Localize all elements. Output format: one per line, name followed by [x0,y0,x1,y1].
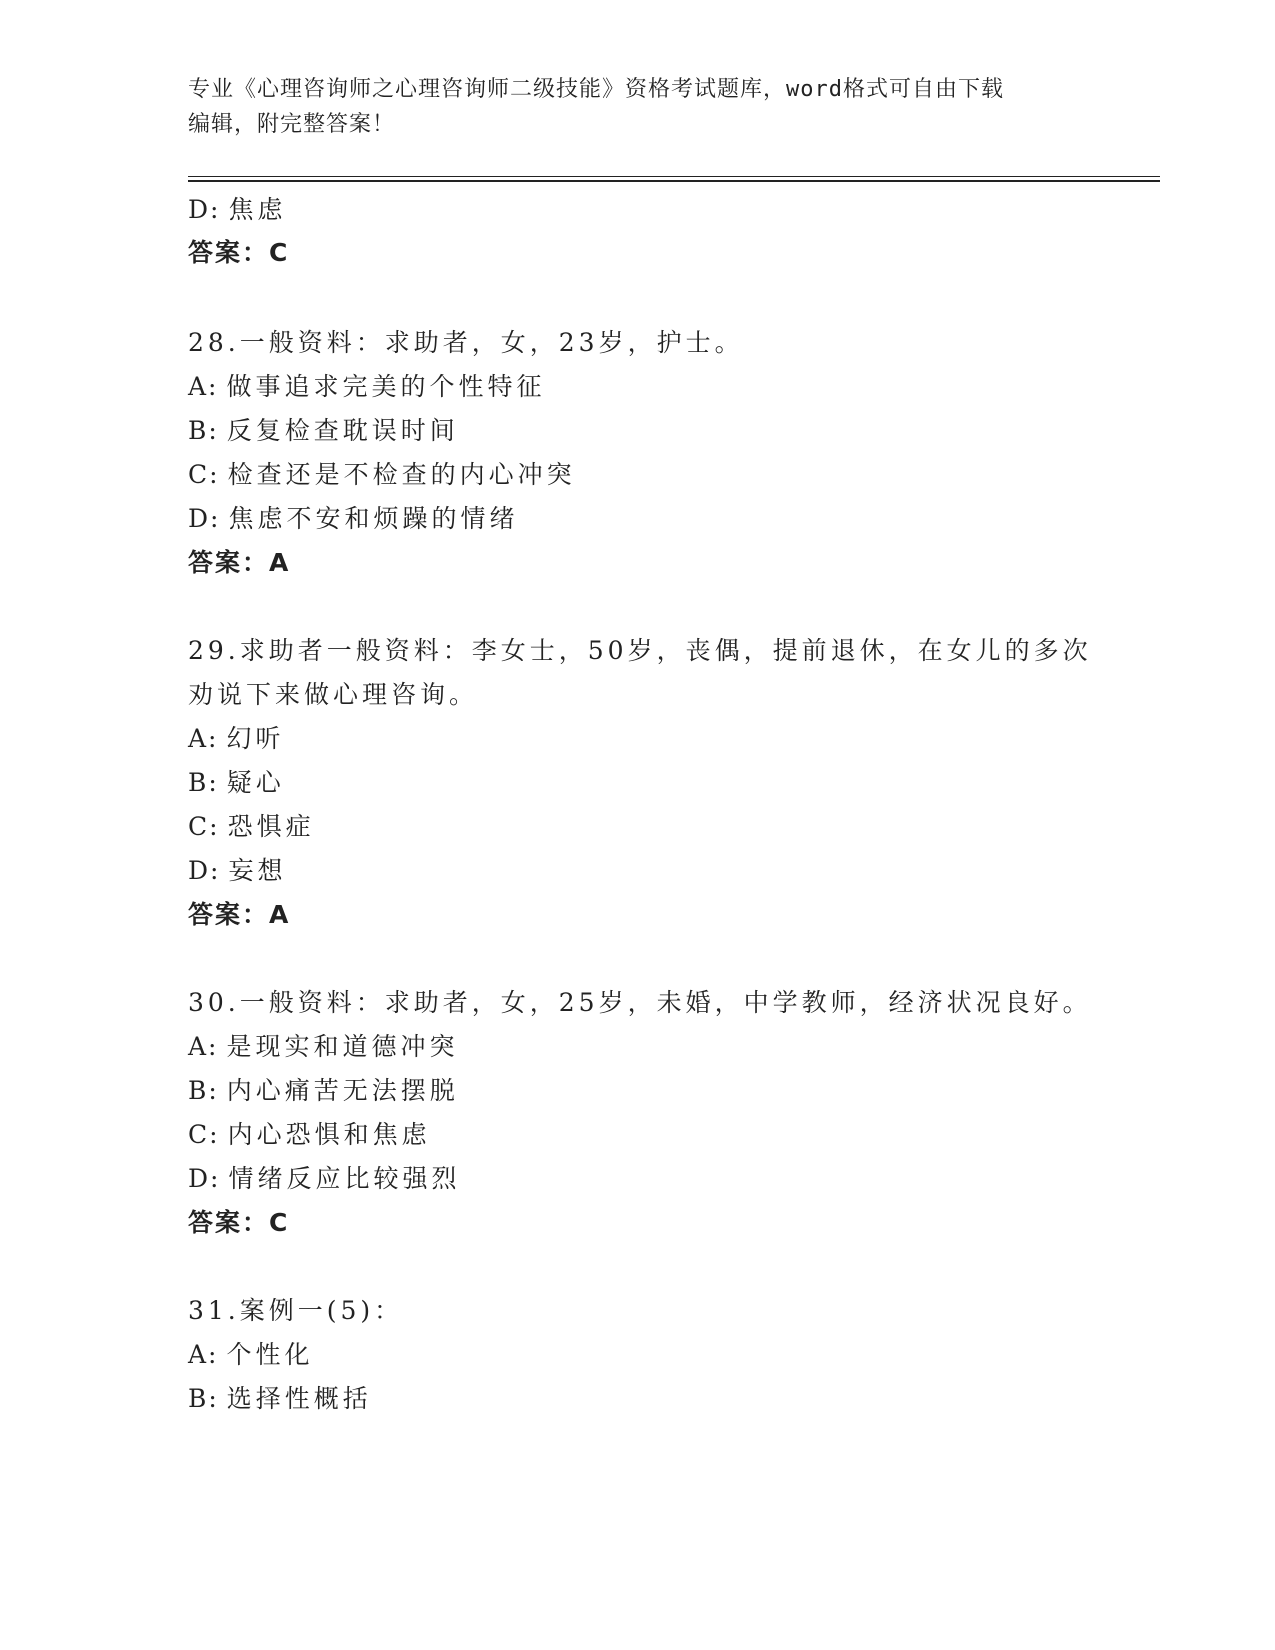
option-key: B: [188,416,219,445]
option-text: 恐惧症 [227,812,315,841]
option-text: 妄想 [228,856,287,885]
option-line [188,1030,459,1064]
option-key: C: [188,1120,220,1149]
option-key: D: [188,504,221,533]
option-text: 反复检查耽误时间 [226,416,459,445]
option-text: 选择性概括 [226,1384,372,1413]
option-key: D: [188,1164,221,1193]
option-text: 焦虑 [228,195,287,224]
option-text: 内心痛苦无法摆脱 [226,1076,459,1105]
answer-line: 答案：A [188,900,291,929]
question-stem: 30.一般资料：求助者，女，25岁，未婚，中学教师，经济状况良好。 [188,988,1092,1017]
option-key: A: [188,724,219,753]
option-text: 做事追求完美的个性特征 [226,372,546,401]
question-stem: 29.求助者一般资料：李女士，50岁，丧偶，提前退休，在女儿的多次 [188,636,1092,665]
answer-line: 答案：C [188,238,290,267]
header-title-line-1: 专业《心理咨询师之心理咨询师二级技能》资格考试题库，word格式可自由下载 [188,77,1004,102]
option-key: C: [188,460,220,489]
option-line [188,458,576,492]
option-line [188,1382,372,1416]
question-stem: 31.案例一(5)： [188,1296,404,1325]
option-text: 疑心 [226,768,285,797]
header-rule-thick [188,180,1160,182]
option-key: D: [188,195,221,224]
option-text: 个性化 [226,1340,314,1369]
option-text: 检查还是不检查的内心冲突 [227,460,576,489]
option-text: 内心恐惧和焦虑 [227,1120,431,1149]
option-line [188,370,546,404]
option-line [188,766,285,800]
option-text: 幻听 [226,724,285,753]
option-line [188,1338,314,1372]
option-text: 情绪反应比较强烈 [228,1164,461,1193]
header-rule-thin [188,176,1160,177]
option-line [188,722,285,756]
option-line [188,1074,459,1108]
option-key: A: [188,372,219,401]
option-line [188,1162,460,1196]
option-key: D: [188,856,221,885]
option-text: 是现实和道德冲突 [226,1032,459,1061]
option-line [188,810,315,844]
option-key: A: [188,1340,219,1369]
answer-line: 答案：A [188,548,291,577]
question-stem-continuation: 劝说下来做心理咨询。 [188,680,479,709]
option-key: B: [188,1384,219,1413]
option-text: 焦虑不安和烦躁的情绪 [228,504,519,533]
option-line [188,854,286,888]
option-key: B: [188,1076,219,1105]
option-key: C: [188,812,220,841]
option-line [188,193,286,227]
answer-line: 答案：C [188,1208,290,1237]
option-key: A: [188,1032,219,1061]
option-key: B: [188,768,219,797]
option-line [188,1118,431,1152]
option-line [188,502,518,536]
option-line [188,414,459,448]
header-title-line-2: 编辑，附完整答案！ [188,112,396,137]
question-stem: 28.一般资料：求助者，女，23岁，护士。 [188,328,744,357]
page-header [188,72,1088,142]
